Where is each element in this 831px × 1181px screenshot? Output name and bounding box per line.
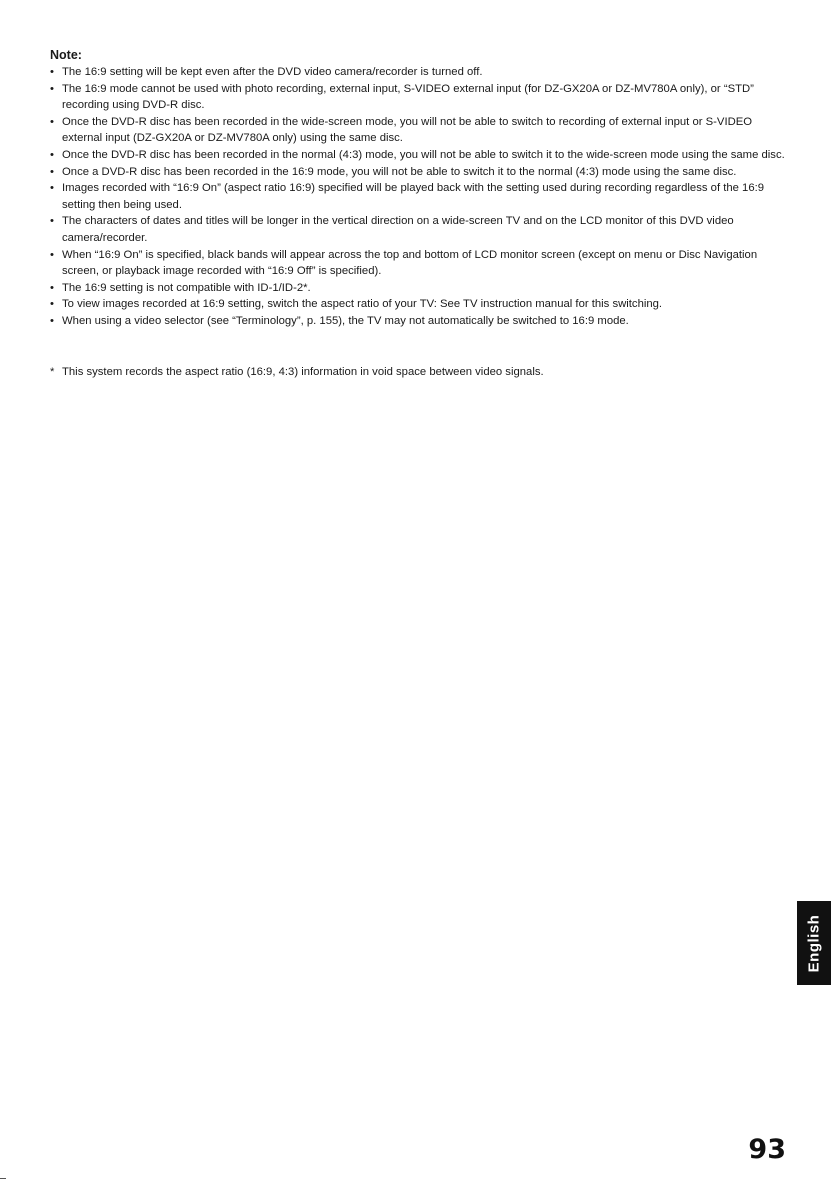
note-item xyxy=(50,296,786,313)
crop-mark xyxy=(0,1178,6,1179)
note-item xyxy=(50,213,786,246)
note-item xyxy=(50,81,786,114)
note-item xyxy=(50,280,786,297)
bullet-icon: • xyxy=(50,215,54,228)
note-item-text: The 16:9 setting will be kept even after the DVD video camera/recorder is turned off. xyxy=(62,66,483,78)
bullet-icon: • xyxy=(50,66,54,78)
bullet-icon: • xyxy=(50,82,54,95)
note-item xyxy=(50,147,786,164)
note-item xyxy=(50,180,786,213)
bullet-icon: • xyxy=(50,115,54,128)
note-item-text: The 16:9 mode cannot be used with photo recording, external input, S-VIDEO external input (for DZ-GX20A or DZ-MV780A only), or “STD” recording using DVD-R disc. xyxy=(62,82,754,112)
note-item xyxy=(50,64,786,81)
page-number: 93 xyxy=(748,1134,786,1165)
note-heading: Note: xyxy=(50,48,82,62)
note-item xyxy=(50,247,786,280)
footnote xyxy=(50,364,786,381)
footnote-text: This system records the aspect ratio (16:9, 4:3) information in void space between video signals. xyxy=(62,366,544,378)
note-item xyxy=(50,313,786,330)
note-item-text: The 16:9 setting is not compatible with ID-1/ID-2*. xyxy=(62,281,311,294)
bullet-icon: • xyxy=(50,298,54,311)
language-tab-label: English xyxy=(805,914,823,972)
bullet-icon: • xyxy=(50,165,54,178)
note-item-text: The characters of dates and titles will be longer in the vertical direction on a wide-screen TV and on the LCD monitor of this DVD video camera/recorder. xyxy=(62,215,734,244)
note-item-text: Once the DVD-R disc has been recorded in the wide-screen mode, you will not be able to switch to recording of external input or S-VIDEO external input (DZ-GX20A or DZ-MV780A only) using the same disc. xyxy=(62,115,753,145)
language-tab xyxy=(797,901,831,985)
note-item-text: When “16:9 On” is specified, black bands will appear across the top and bottom of LCD monitor screen (except on menu or Disc Navigation screen, or playback image recorded with “16:9 Off” is specified). xyxy=(62,248,758,278)
note-item xyxy=(50,114,786,147)
note-list xyxy=(50,64,786,330)
bullet-icon: • xyxy=(50,281,54,294)
note-item xyxy=(50,164,786,181)
note-item-text: To view images recorded at 16:9 setting, switch the aspect ratio of your TV: See TV instruction manual for this switching. xyxy=(62,298,663,311)
note-section xyxy=(50,46,786,330)
footnote-mark: * xyxy=(50,366,55,378)
note-item-text: When using a video selector (see “Terminology”, p. 155), the TV may not automatically be switched to 16:9 mode. xyxy=(62,314,629,327)
note-item-text: Images recorded with “16:9 On” (aspect ratio 16:9) specified will be played back with the setting used during recording regardless of the 16:9 setting then being used. xyxy=(62,182,765,211)
bullet-icon: • xyxy=(50,314,54,327)
note-item-text: Once the DVD-R disc has been recorded in the normal (4:3) mode, you will not be able to switch it to the wide-screen mode using the same disc. xyxy=(62,148,785,161)
bullet-icon: • xyxy=(50,248,54,261)
note-item-text: Once a DVD-R disc has been recorded in the 16:9 mode, you will not be able to switch it to the normal (4:3) mode using the same disc. xyxy=(62,165,737,178)
bullet-icon: • xyxy=(50,182,54,195)
bullet-icon: • xyxy=(50,148,54,161)
